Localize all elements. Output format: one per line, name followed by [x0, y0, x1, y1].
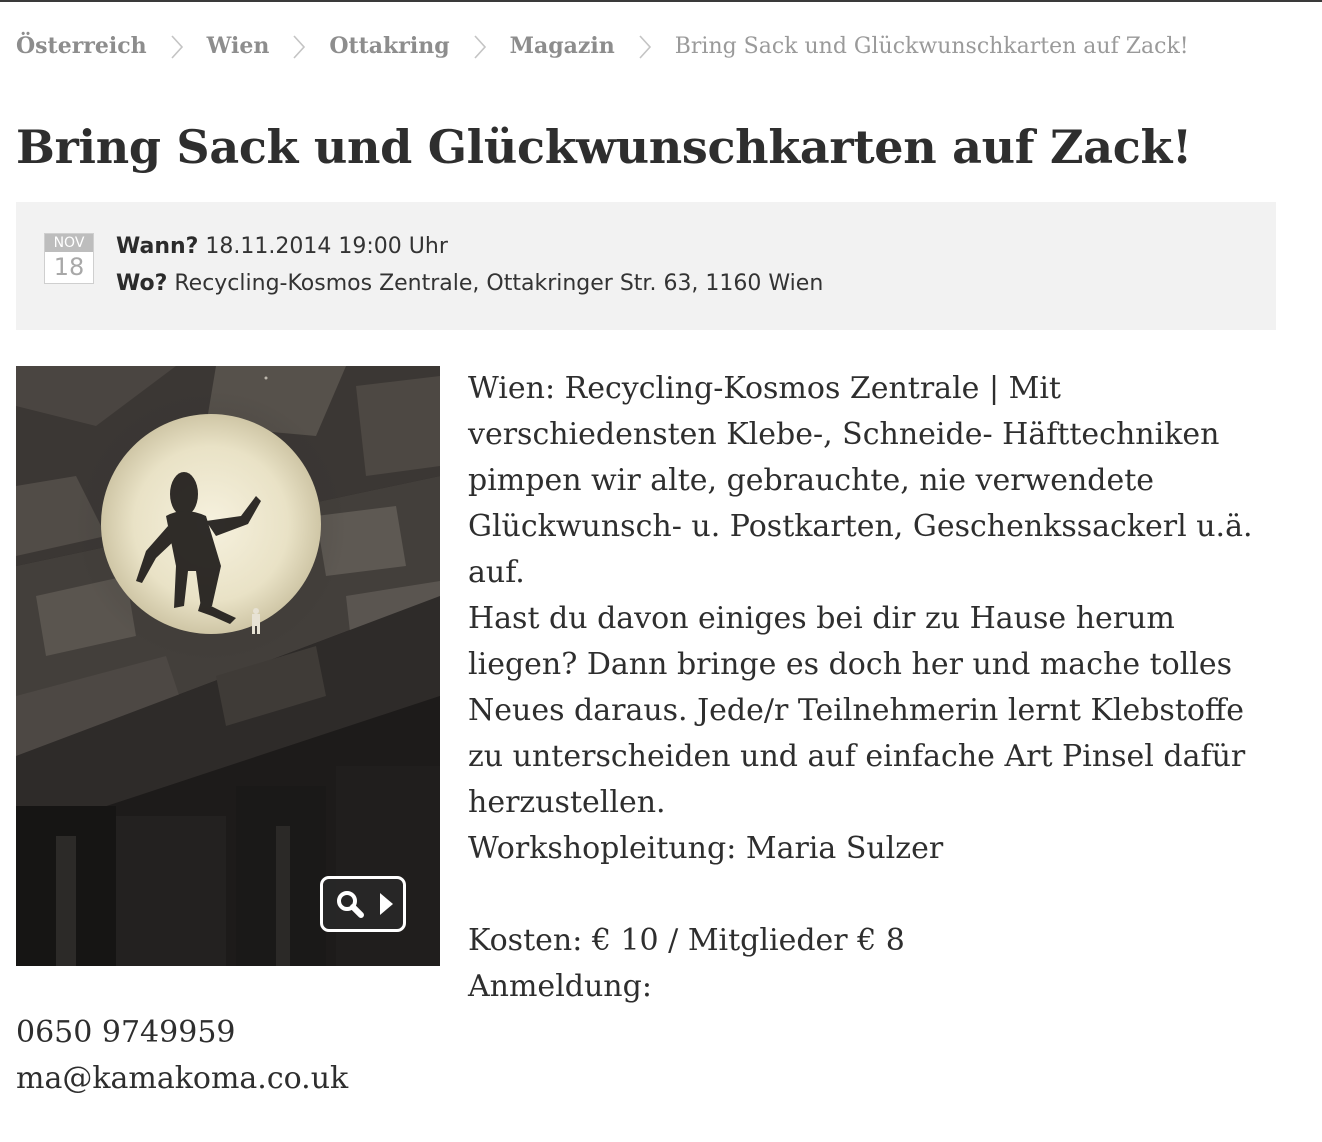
registration-label: Anmeldung: — [468, 969, 652, 1004]
contact-info — [16, 1010, 348, 1102]
description-line: herzustellen. — [468, 785, 666, 820]
play-icon — [380, 893, 393, 915]
chevron-right-icon — [147, 30, 207, 62]
calendar-day: 18 — [53, 253, 85, 281]
calendar-icon — [44, 233, 94, 284]
description-line: liegen? Dann bringe es doch her und mache tolles — [468, 647, 1233, 682]
contact-email[interactable]: ma@kamakoma.co.uk — [16, 1061, 349, 1096]
description-line: Hast du davon einiges bei dir zu Hause herum — [468, 601, 1175, 636]
event-cost: Kosten: € 10 / Mitglieder € 8 — [468, 923, 905, 958]
page-title: Bring Sack und Glückwunschkarten auf Zack! — [16, 120, 1192, 174]
description-line: zu unterscheiden und auf einfache Art Pinsel dafür — [468, 739, 1246, 774]
description-line: Glückwunsch- u. Postkarten, Geschenkssackerl u.ä. — [468, 509, 1253, 544]
description-line: Wien: Recycling-Kosmos Zentrale | Mit — [468, 371, 1061, 406]
breadcrumb-link-wien[interactable]: Wien — [206, 33, 270, 59]
event-info-box — [16, 202, 1276, 330]
contact-phone: 0650 9749959 — [16, 1015, 236, 1050]
magnifier-icon — [339, 893, 361, 915]
event-where-value: Recycling-Kosmos Zentrale, Ottakringer Str. 63, 1160 Wien — [174, 271, 824, 296]
description-line: pimpen wir alte, gebrauchte, nie verwendete — [468, 463, 1155, 498]
event-when-value: 18.11.2014 19:00 Uhr — [205, 234, 448, 259]
breadcrumb-link-magazin[interactable]: Magazin — [509, 33, 615, 59]
description-line: Neues daraus. Jede/r Teilnehmerin lernt Klebstoffe — [468, 693, 1245, 728]
event-where-label: Wo? — [116, 271, 168, 296]
chevron-right-icon — [269, 30, 329, 62]
description-line: Workshopleitung: Maria Sulzer — [468, 831, 944, 866]
image-zoom-button[interactable] — [320, 876, 406, 932]
description-line: auf. — [468, 555, 525, 590]
top-rule — [0, 0, 1322, 2]
description-line: verschiedensten Klebe-, Schneide- Häfttechniken — [468, 417, 1220, 452]
chevron-right-icon — [615, 30, 675, 62]
breadcrumb-link-ottakring[interactable]: Ottakring — [329, 33, 450, 59]
event-when-label: Wann? — [116, 234, 199, 259]
calendar-month: NOV — [45, 234, 93, 252]
chevron-right-icon — [450, 30, 510, 62]
breadcrumb-link-oesterreich[interactable]: Österreich — [16, 33, 147, 59]
event-description — [468, 366, 1288, 1010]
breadcrumb-current: Bring Sack und Glückwunschkarten auf Zack! — [674, 33, 1189, 59]
event-where — [116, 269, 823, 299]
paragraph-spacer — [468, 872, 1288, 918]
event-image[interactable] — [16, 366, 440, 966]
breadcrumb — [16, 30, 1189, 62]
event-when — [116, 232, 448, 262]
